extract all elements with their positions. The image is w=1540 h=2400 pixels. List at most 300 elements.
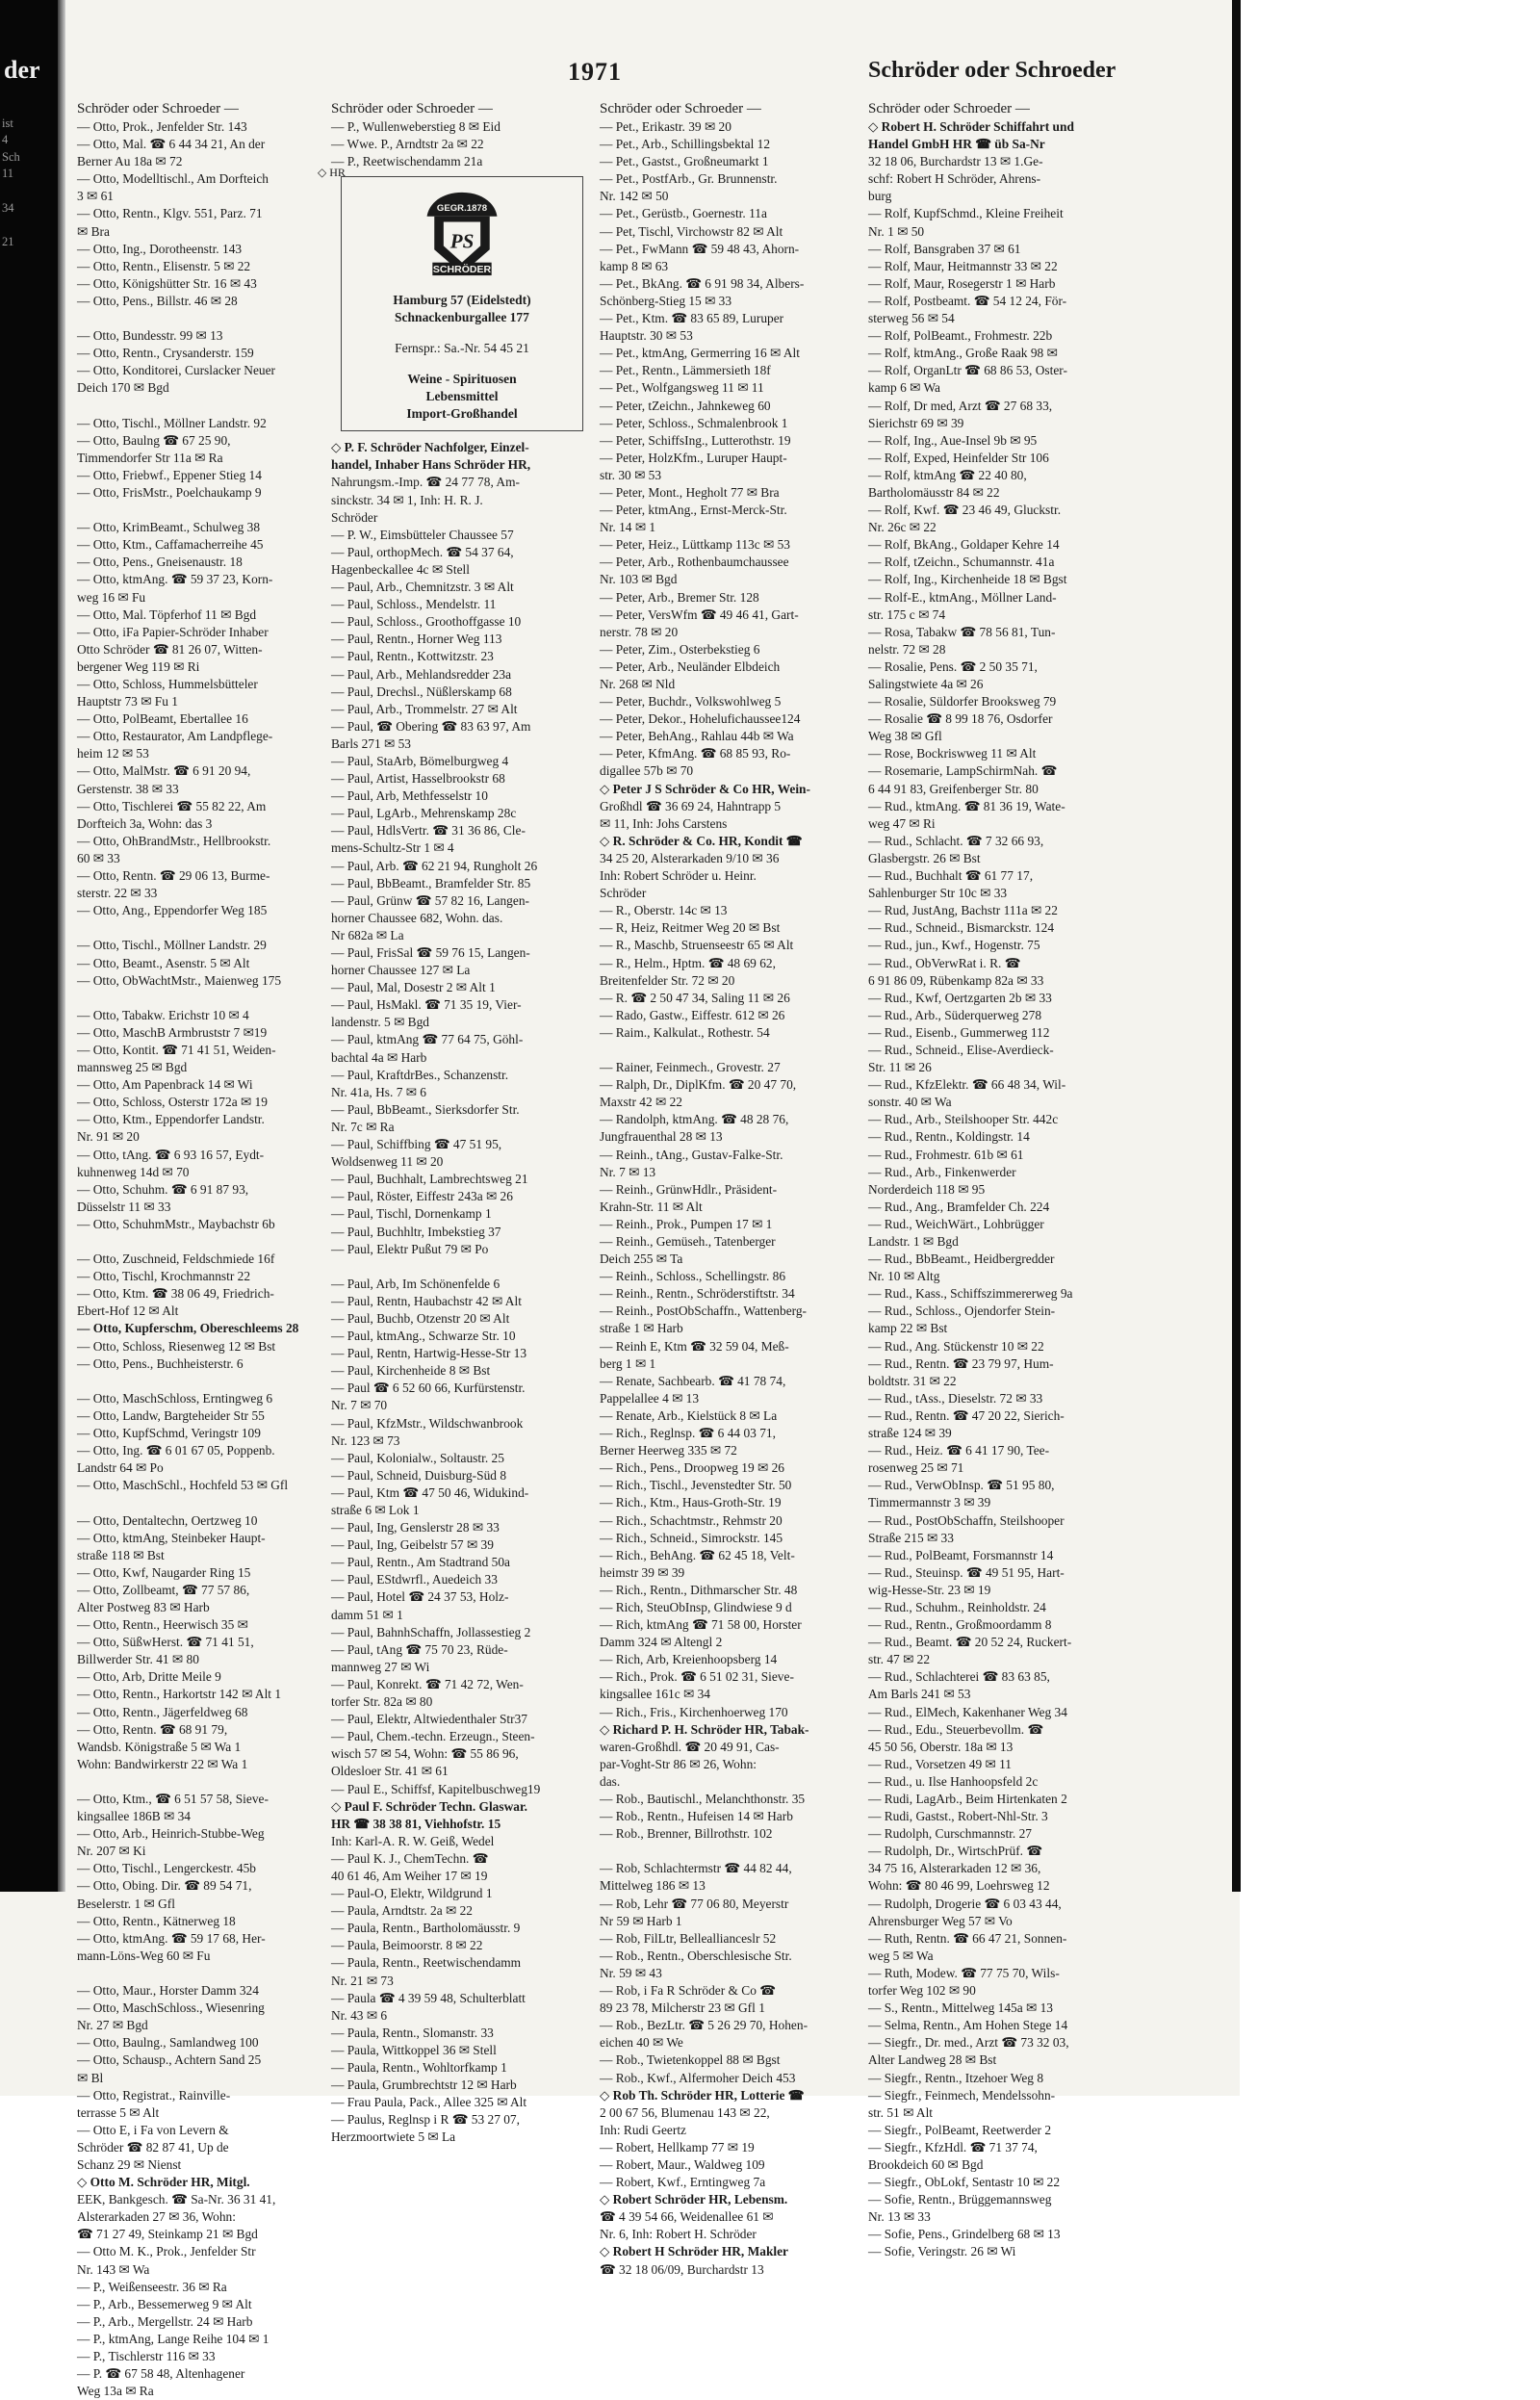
directory-entry: — Otto E, i Fa von Levern &: [77, 2122, 229, 2137]
directory-entry: — Otto, MaschSchloss., Wiesenring: [77, 2000, 265, 2016]
directory-entry: Beselerstr. 1 ✉ Gfl: [77, 1896, 175, 1911]
directory-entry: — Peter, BehAng., Rahlau 44b ✉ Wa: [600, 729, 794, 744]
directory-entry: — Pet., Gastst., Großneumarkt 1: [600, 154, 769, 169]
adjacent-line: 11: [2, 167, 14, 181]
directory-entry: Dorfteich 3a, Wohn: das 3: [77, 815, 213, 831]
directory-entry: schf: Robert H Schröder, Ahrens-: [868, 171, 1041, 187]
directory-entry: — Paul ☎ 6 52 60 66, Kurfürstenstr.: [331, 1381, 526, 1396]
directory-entry: — Paula, Rentn., Slomanstr. 33: [331, 2025, 494, 2040]
directory-entry: — Rolf, Maur, Heitmannstr 33 ✉ 22: [868, 258, 1058, 273]
directory-entry: — Otto, Tischl., Möllner Landstr. 92: [77, 415, 267, 430]
directory-entry: — Otto, MaschSchl., Hochfeld 53 ✉ Gfl: [77, 1478, 289, 1493]
directory-entry: — Rolf-E., ktmAng., Möllner Land-: [868, 589, 1057, 605]
directory-entry: heim 12 ✉ 53: [77, 746, 149, 761]
directory-entry: — Rolf, Ing., Aue-Insel 9b ✉ 95: [868, 432, 1038, 448]
directory-entry: — Rolf, OrganLtr ☎ 68 86 53, Oster-: [868, 363, 1067, 378]
adjacent-line: [2, 1673, 58, 1690]
adjacent-line: [2, 538, 58, 555]
directory-entry: — Paul, Buchhltr, Imbekstieg 37: [331, 1224, 501, 1239]
directory-entry: digallee 57b ✉ 70: [600, 763, 694, 779]
column-header: Schröder oder Schroeder —: [868, 101, 1030, 116]
directory-entry: — Rolf, BkAng., Goldaper Kehre 14: [868, 537, 1060, 553]
adjacent-line: [2, 1200, 58, 1217]
directory-entry: — Paul, Grünw ☎ 57 82 16, Langen-: [331, 892, 529, 908]
adjacent-line: [2, 1826, 58, 1844]
directory-entry: — S., Rentn., Mittelweg 145a ✉ 13: [868, 2000, 1053, 2016]
directory-entry: — Otto, Arb, Dritte Meile 9: [77, 1669, 221, 1685]
directory-entry: weg 5 ✉ Wa: [868, 1948, 934, 1963]
adjacent-line: [2, 1436, 58, 1454]
directory-entry: — Rud., Ang. Stückenstr 10 ✉ 22: [868, 1338, 1044, 1354]
directory-entry: — Paul, tAng ☎ 75 70 23, Rüde-: [331, 1641, 508, 1657]
directory-entry: kingsallee 186B ✉ 34: [77, 1809, 191, 1824]
directory-entry: — Otto, Rentn., Kätnerweg 18: [77, 1913, 236, 1928]
directory-entry: — Otto, Friebwf., Eppener Stieg 14: [77, 467, 262, 482]
directory-entry: — Rolf, KupfSchmd., Kleine Freiheit: [868, 206, 1064, 221]
directory-entry: — Rud., Arb., Steilshooper Str. 442c: [868, 1112, 1059, 1127]
directory-entry: Nr. 7 ✉ 70: [331, 1398, 388, 1413]
directory-entry: — Rolf, Ing., Kirchenheide 18 ✉ Bgst: [868, 572, 1067, 587]
directory-entry: — R, Heiz, Reitmer Weg 20 ✉ Bst: [600, 920, 781, 936]
adjacent-line: [2, 335, 58, 352]
directory-entry: Nr. 103 ✉ Bgd: [600, 572, 678, 587]
directory-entry: — Otto, Baulng., Samlandweg 100: [77, 2035, 259, 2051]
directory-entry: — Rud., Schneid., Bismarckstr. 124: [868, 920, 1055, 936]
directory-entry: [600, 1042, 852, 1059]
directory-entry: Berner Au 18a ✉ 72: [77, 154, 183, 169]
directory-entry: — Rudolph, Curschmannstr. 27: [868, 1826, 1032, 1842]
adjacent-line: [2, 285, 58, 302]
directory-entry: — Paul, Schiffbing ☎ 47 51 95,: [331, 1137, 502, 1152]
directory-entry: Nr. 6, Inh: Robert H. Schröder: [600, 2227, 757, 2242]
directory-entry: — Paul, Artist, Hasselbrookstr 68: [331, 771, 505, 787]
entry-list: [77, 118, 329, 2400]
adjacent-line: [2, 928, 58, 945]
directory-entry: — Otto, KrimBeamt., Schulweg 38: [77, 520, 261, 535]
directory-entry: — Rud., PostObSchaffn, Steilshooper: [868, 1512, 1065, 1528]
directory-entry: Handel GmbH HR ☎ üb Sa-Nr: [868, 137, 1045, 152]
adjacent-line: [2, 1454, 58, 1471]
directory-entry: — Rud., PolBeamt, Forsmannstr 14: [868, 1547, 1054, 1562]
directory-entry: Schröder: [600, 886, 647, 901]
directory-entry: — Paul, EStdwrfl., Auedeich 33: [331, 1572, 498, 1587]
directory-entry: rosenweg 25 ✉ 71: [868, 1460, 964, 1476]
adjacent-line: [2, 386, 58, 403]
directory-entry: — Rud., ObVerwRat i. R. ☎: [868, 955, 1021, 970]
directory-entry: — Otto, Rentn., Crysanderstr. 159: [77, 346, 254, 361]
directory-entry: ◇ Paul F. Schröder Techn. Glaswar.: [331, 1798, 528, 1814]
directory-entry: Großhdl ☎ 36 69 24, Hahntrapp 5: [600, 798, 782, 813]
directory-entry: — Otto, Zollbeamt, ☎ 77 57 86,: [77, 1582, 250, 1597]
directory-entry: — Rud., BbBeamt., Heidbergredder: [868, 1252, 1055, 1267]
directory-entry: — Otto, ktmAng. ☎ 59 37 23, Korn-: [77, 572, 273, 587]
directory-entry: straße 1 ✉ Harb: [600, 1321, 683, 1336]
directory-entry: — Reinh., PostObSchaffn., Wattenberg-: [600, 1303, 808, 1319]
adjacent-line: [2, 589, 58, 606]
directory-entry: — P., Arb., Mergellstr. 24 ✉ Harb: [77, 2313, 253, 2329]
directory-entry: — Pet., Wolfgangsweg 11 ✉ 11: [600, 380, 764, 396]
directory-entry: boldtstr. 31 ✉ 22: [868, 1373, 957, 1388]
directory-entry: — Raim., Kalkulat., Rothestr. 54: [600, 1024, 770, 1040]
adjacent-line: [2, 1809, 58, 1826]
directory-entry: Nr. 59 ✉ 43: [600, 1965, 662, 1980]
entry-list: [868, 118, 1130, 2261]
directory-entry: — Robert, Maur., Waldweg 109: [600, 2156, 765, 2172]
directory-entry: Krahn-Str. 11 ✉ Alt: [600, 1199, 703, 1214]
adjacent-line: 21: [2, 234, 14, 248]
directory-entry: — Rolf, Exped, Heinfelder Str 106: [868, 450, 1049, 465]
directory-entry: ◇ Richard P. H. Schröder HR, Tabak-: [600, 1721, 809, 1737]
directory-entry: Nr. 26c ✉ 22: [868, 520, 937, 535]
directory-entry: — Paul, HsMakl. ☎ 71 35 19, Vier-: [331, 997, 522, 1013]
adjacent-line: [2, 1724, 58, 1742]
directory-entry: — Otto, Tabakw. Erichstr 10 ✉ 4: [77, 1007, 249, 1022]
directory-entry: — Otto M. K., Prok., Jenfelder Str: [77, 2244, 256, 2259]
adjacent-line: [2, 877, 58, 894]
directory-entry: — Otto, Schausp., Achtern Sand 25: [77, 2052, 262, 2068]
directory-entry: — Rolf, Kwf. ☎ 23 46 49, Gluckstr.: [868, 503, 1062, 518]
adjacent-line: [2, 1097, 58, 1115]
directory-entry: Damm 324 ✉ Altengl 2: [600, 1635, 723, 1650]
adjacent-line: 4: [2, 133, 9, 147]
directory-entry: — Rud, JustAng, Bachstr 111a ✉ 22: [868, 903, 1058, 918]
directory-entry: — Rolf, Dr med, Arzt ☎ 27 68 33,: [868, 398, 1053, 413]
ad-phone: Fernspr.: Sa.-Nr. 54 45 21: [395, 341, 529, 356]
directory-entry: — Rob, i Fa R Schröder & Co ☎: [600, 1983, 776, 1999]
directory-entry: — Otto, Schloss, Hummelsbütteler: [77, 677, 258, 691]
directory-entry: — Rud., Ang., Bramfelder Ch. 224: [868, 1199, 1050, 1214]
directory-entry: wisch 57 ✉ 54, Wohn: ☎ 55 86 96,: [331, 1746, 519, 1762]
directory-entry: kamp 22 ✉ Bst: [868, 1321, 948, 1336]
adjacent-line: [2, 1115, 58, 1132]
directory-entry: waren-Großhdl. ☎ 20 49 91, Cas-: [600, 1739, 780, 1754]
directory-entry: — Renate, Arb., Kielstück 8 ✉ La: [600, 1407, 778, 1423]
directory-entry: weg 16 ✉ Fu: [77, 589, 146, 605]
directory-entry: Nahrungsm.-Imp. ☎ 24 77 78, Am-: [331, 475, 520, 490]
directory-entry: 60 ✉ 33: [77, 850, 120, 865]
directory-entry: — Rob., Rentn., Hufeisen 14 ✉ Harb: [600, 1809, 793, 1824]
directory-entry: — Rud., Eisenb., Gummerweg 112: [868, 1024, 1050, 1040]
directory-entry: — Otto, Registrat., Rainville-: [77, 2087, 231, 2103]
directory-entry: sinckstr. 34 ✉ 1, Inh: H. R. J.: [331, 492, 483, 507]
adjacent-page-header: der: [4, 56, 40, 84]
directory-entry: — Rud., VerwObInsp. ☎ 51 95 80,: [868, 1478, 1055, 1493]
directory-entry: — P., Arb., Bessemerweg 9 ✉ Alt: [77, 2296, 252, 2311]
directory-entry: — Otto, Pens., Billstr. 46 ✉ 28: [77, 293, 238, 308]
directory-entry: terrasse 5 ✉ Alt: [77, 2104, 160, 2120]
adjacent-page-lines: [2, 98, 58, 1876]
directory-entry: — Rich., Tischl., Jevenstedter Str. 50: [600, 1478, 792, 1493]
directory-entry: — Rolf, Maur, Rosegerstr 1 ✉ Harb: [868, 275, 1056, 291]
directory-entry: torfer Str. 82a ✉ 80: [331, 1694, 433, 1710]
directory-entry: — Selma, Rentn., Am Hohen Stege 14: [868, 2018, 1068, 2033]
directory-entry: — Peter, Heiz., Lüttkamp 113c ✉ 53: [600, 537, 790, 553]
directory-entry: straße 124 ✉ 39: [868, 1426, 952, 1441]
directory-entry: — Rich., Schachtmstr., Rehmstr 20: [600, 1512, 783, 1528]
directory-entry: ☎ 4 39 54 66, Weidenallee 61 ✉: [600, 2209, 774, 2225]
entry-list-top: [331, 118, 583, 170]
directory-entry: — Otto, Maur., Horster Damm 324: [77, 1983, 259, 1999]
directory-entry: — Paul, KraftdrBes., Schanzenstr.: [331, 1067, 509, 1082]
directory-entry: — Paul, Rentn, Haubachstr 42 ✉ Alt: [331, 1293, 522, 1308]
adjacent-line: [2, 1301, 58, 1318]
directory-entry: — Paula, Beimoorstr. 8 ✉ 22: [331, 1938, 483, 1953]
directory-entry: — R. ☎ 2 50 47 34, Saling 11 ✉ 26: [600, 990, 790, 1005]
adjacent-line: 34: [2, 200, 14, 215]
directory-entry: — Rosalie ☎ 8 99 18 76, Osdorfer: [868, 711, 1053, 727]
directory-entry: Nr. 7c ✉ Ra: [331, 1119, 395, 1134]
directory-entry: — Rich., Rentn., Dithmarscher Str. 48: [600, 1582, 798, 1597]
advertisement: [341, 176, 583, 431]
adjacent-line: [2, 1148, 58, 1166]
adjacent-line: [2, 1352, 58, 1369]
adjacent-line: [2, 1080, 58, 1097]
adjacent-line: [2, 1233, 58, 1251]
directory-entry: torfer Weg 102 ✉ 90: [868, 1983, 976, 1999]
directory-entry: Nr. 1 ✉ 50: [868, 223, 925, 239]
adjacent-line: [2, 1250, 58, 1267]
directory-entry: — Rich, Arb, Kreienhoopsberg 14: [600, 1652, 778, 1667]
directory-entry: — Rob., BezLtr. ☎ 5 26 29 70, Hohen-: [600, 2018, 808, 2033]
directory-entry: — Peter, Arb., Bremer Str. 128: [600, 589, 759, 605]
adjacent-line: ist: [2, 116, 13, 130]
directory-entry: — Paul-O, Elektr, Wildgrund 1: [331, 1886, 493, 1901]
directory-entry: — Otto, Schuhm. ☎ 6 91 87 93,: [77, 1181, 249, 1197]
directory-entry: — Peter, ktmAng., Ernst-Merck-Str.: [600, 503, 787, 518]
directory-entry: — Otto, ktmAng, Steinbeker Haupt-: [77, 1530, 266, 1545]
directory-entry: — Rud., Schuhm., Reinholdstr. 24: [868, 1599, 1046, 1614]
hr-marker: ◇ HR: [318, 166, 346, 179]
directory-entry: — Pet., Erikastr. 39 ✉ 20: [600, 119, 732, 134]
adjacent-line: [2, 1537, 58, 1555]
ad-line-2: Lebensmittel: [425, 389, 499, 404]
directory-entry: kamp 6 ✉ Wa: [868, 380, 940, 396]
directory-entry: Str. 11 ✉ 26: [868, 1060, 932, 1075]
directory-entry: Alter Landweg 28 ✉ Bst: [868, 2052, 997, 2068]
directory-entry: — Otto, Am Papenbrack 14 ✉ Wi: [77, 1077, 253, 1093]
column-header: Schröder oder Schroeder —: [77, 101, 239, 116]
directory-entry: Wohn: ☎ 80 46 99, Loehrsweg 12: [868, 1878, 1050, 1894]
adjacent-line: [2, 674, 58, 691]
directory-entry: — Paula, Wittkoppel 36 ✉ Stell: [331, 2042, 497, 2057]
directory-entry: — Rudi, Gastst., Robert-Nhl-Str. 3: [868, 1809, 1048, 1824]
directory-entry: — Paul, Rentn., Horner Weg 113: [331, 632, 502, 647]
adjacent-line: [2, 301, 58, 319]
directory-entry: 6 91 86 09, Rübenkamp 82a ✉ 33: [868, 972, 1044, 988]
directory-entry: — Paul, FrisSal ☎ 59 76 15, Langen-: [331, 945, 530, 960]
directory-entry: — Paul E., Schiffsf, Kapitelbuschweg19: [331, 1781, 541, 1796]
directory-entry: — Otto, Mal. Töpferhof 11 ✉ Bgd: [77, 606, 257, 622]
adjacent-line: [2, 1318, 58, 1335]
directory-entry: Nr. 21 ✉ 73: [331, 1973, 394, 1988]
adjacent-line: [2, 1334, 58, 1352]
ad-line-3: Import-Großhandel: [406, 406, 518, 422]
directory-entry: — Pet., Ktm. ☎ 83 65 89, Luruper: [600, 311, 784, 326]
directory-entry: — Rud., tAss., Dieselstr. 72 ✉ 33: [868, 1390, 1043, 1406]
directory-entry: — Siegfr., Rentn., Itzehoer Weg 8: [868, 2070, 1044, 2085]
directory-entry: — Otto, Prok., Jenfelder Str. 143: [77, 119, 247, 134]
ad-address-2: Schnackenburgallee 177: [395, 310, 529, 325]
directory-entry: Alsterarkaden 27 ✉ 36, Wohn:: [77, 2209, 236, 2225]
directory-entry: Jungfrauenthal 28 ✉ 13: [600, 1129, 723, 1145]
directory-entry: ✉ Bl: [77, 2070, 104, 2085]
company-logo-icon: [416, 189, 508, 277]
directory-entry: [600, 1843, 852, 1860]
directory-entry: — Paul, BbBeamt., Sierksdorfer Str.: [331, 1101, 520, 1117]
adjacent-line: [2, 1267, 58, 1284]
adjacent-line: [2, 1369, 58, 1386]
directory-entry: — P., Weißenseestr. 36 ✉ Ra: [77, 2279, 227, 2294]
directory-entry: Hauptstr. 30 ✉ 53: [600, 328, 693, 344]
logo-initials: PS: [449, 229, 475, 253]
directory-entry: — Rud., WeichWärt., Lohbrügger: [868, 1216, 1044, 1231]
directory-entry: — Peter, HolzKfm., Luruper Haupt-: [600, 450, 787, 465]
directory-entry: 6 44 91 83, Greifenberger Str. 80: [868, 781, 1039, 796]
directory-entry: Nr. 27 ✉ Bgd: [77, 2018, 148, 2033]
directory-entry: — Rainer, Feinmech., Grovestr. 27: [600, 1060, 781, 1075]
adjacent-line: [2, 250, 58, 268]
directory-entry: [77, 310, 329, 327]
directory-entry: — Rud., Steuinsp. ☎ 49 51 95, Hart-: [868, 1564, 1065, 1580]
directory-entry: — Otto, Ktm., Eppendorfer Landstr.: [77, 1112, 265, 1127]
directory-entry: — Reinh., GrünwHdlr., Präsident-: [600, 1181, 778, 1197]
adjacent-line: [2, 658, 58, 675]
directory-entry: — Otto, Restaurator, Am Landpflege-: [77, 729, 273, 744]
directory-entry: — Peter, Arb., Rothenbaumchaussee: [600, 555, 789, 570]
directory-entry: Brookdeich 60 ✉ Bgd: [868, 2156, 984, 2172]
directory-entry: damm 51 ✉ 1: [331, 1607, 403, 1622]
directory-entry: eichen 40 ✉ We: [600, 2035, 683, 2051]
directory-entry: — P. ☎ 67 58 48, Altenhagener: [77, 2366, 245, 2382]
directory-entry: — Peter, Buchdr., Volkswohlweg 5: [600, 694, 782, 710]
directory-entry: 2 00 67 56, Blumenau 143 ✉ 22,: [600, 2104, 770, 2120]
directory-entry: — Otto, ktmAng. ☎ 59 17 68, Her-: [77, 1930, 266, 1946]
directory-entry: berg 1 ✉ 1: [600, 1355, 656, 1371]
directory-entry: — Otto, iFa Papier-Schröder Inhaber: [77, 624, 269, 639]
directory-entry: — Pet., ktmAng, Germerring 16 ✉ Alt: [600, 346, 800, 361]
directory-entry: — Reinh., tAng., Gustav-Falke-Str.: [600, 1147, 783, 1162]
directory-entry: [77, 1373, 329, 1390]
directory-entry: — Peter, KfmAng. ☎ 68 85 93, Ro-: [600, 746, 791, 761]
adjacent-line: [2, 522, 58, 539]
directory-entry: — Rud., Kwf, Oertzgarten 2b ✉ 33: [868, 990, 1052, 1005]
column-4: [868, 100, 1130, 2259]
directory-entry: — Pet., PostfArb., Gr. Brunnenstr.: [600, 171, 778, 187]
directory-entry: — Rosemarie, LampSchirmNah. ☎: [868, 763, 1058, 779]
directory-entry: Sierichstr 69 ✉ 39: [868, 415, 964, 430]
directory-entry: — Rich, ktmAng ☎ 71 58 00, Horster: [600, 1617, 802, 1633]
directory-entry: straße 6 ✉ Lok 1: [331, 1503, 420, 1517]
directory-entry: [77, 398, 329, 415]
directory-entry: — Rado, Gastw., Eiffestr. 612 ✉ 26: [600, 1007, 785, 1022]
directory-entry: — Rich., Prok. ☎ 6 51 02 31, Sieve-: [600, 1669, 794, 1685]
directory-entry: — Reinh., Rentn., Schröderstiftstr. 34: [600, 1286, 795, 1302]
ad-line-1: Weine - Spirituosen: [407, 372, 517, 387]
directory-entry: — Otto, Baulng ☎ 67 25 90,: [77, 432, 231, 448]
directory-entry: Nr. 142 ✉ 50: [600, 189, 669, 204]
directory-entry: — Rud., KfzElektr. ☎ 66 48 34, Wil-: [868, 1077, 1066, 1093]
adjacent-line: [2, 1504, 58, 1521]
adjacent-line: [2, 1622, 58, 1639]
directory-entry: — Randolph, ktmAng. ☎ 48 28 76,: [600, 1112, 789, 1127]
directory-entry: — Otto, Rentn., Jägerfeldweg 68: [77, 1704, 248, 1719]
directory-entry: mannsweg 25 ✉ Bgd: [77, 1060, 188, 1075]
directory-entry: — Rud., Edu., Steuerbevollm. ☎: [868, 1721, 1044, 1737]
directory-entry: 89 23 78, Milcherstr 23 ✉ Gfl 1: [600, 2000, 765, 2016]
adjacent-line: [2, 1216, 58, 1233]
directory-entry: das.: [600, 1773, 621, 1789]
adjacent-line: [2, 810, 58, 827]
directory-entry: — Rob., Brenner, Billrothstr. 102: [600, 1826, 773, 1842]
directory-entry: mannweg 27 ✉ Wi: [331, 1659, 430, 1674]
adjacent-line: [2, 504, 58, 522]
directory-entry: — Otto, Kwf, Naugarder Ring 15: [77, 1564, 251, 1580]
adjacent-line: [2, 1775, 58, 1793]
adjacent-line: [2, 453, 58, 471]
directory-entry: Nr. 91 ✉ 20: [77, 1129, 140, 1145]
directory-entry: — Paul, Schloss., Groothoffgasse 10: [331, 614, 522, 630]
directory-entry: — Otto, SchuhmMstr., Maybachstr 6b: [77, 1216, 275, 1231]
directory-entry: par-Voght-Str 86 ✉ 26, Wohn:: [600, 1756, 757, 1771]
directory-entry: Nr. 10 ✉ Altg: [868, 1269, 940, 1284]
directory-entry: 32 18 06, Burchardstr 13 ✉ 1.Ge-: [868, 154, 1043, 169]
directory-entry: [77, 1773, 329, 1791]
directory-entry: — Otto, Rentn., Harkortstr 142 ✉ Alt 1: [77, 1687, 282, 1702]
directory-entry: [77, 1965, 329, 1982]
adjacent-line: [2, 471, 58, 488]
directory-entry: Nr 682a ✉ La: [331, 927, 404, 942]
directory-entry: straße 118 ✉ Bst: [77, 1547, 165, 1562]
directory-entry: — Rud., Kass., Schiffszimmererweg 9a: [868, 1286, 1073, 1302]
directory-entry: — Otto, Schloss, Riesenweg 12 ✉ Bst: [77, 1338, 276, 1354]
adjacent-line: [2, 1521, 58, 1538]
directory-entry: — P. W., Eimsbütteler Chaussee 57: [331, 527, 514, 542]
directory-entry: — Reinh., Prok., Pumpen 17 ✉ 1: [600, 1216, 773, 1231]
directory-entry: — Otto, Rentn., Heerwisch 35 ✉: [77, 1617, 248, 1633]
directory-entry: — Rolf, tZeichn., Schumannstr. 41a: [868, 555, 1055, 570]
directory-entry: — Otto, Rentn. ☎ 68 91 79,: [77, 1721, 228, 1737]
directory-entry: Otto Schröder ☎ 81 26 07, Witten-: [77, 641, 263, 657]
directory-entry: — Rob, Schlachtermstr ☎ 44 82 44,: [600, 1861, 792, 1876]
directory-entry: — Ruth, Modew. ☎ 77 75 70, Wils-: [868, 1965, 1060, 1980]
directory-entry: mens-Schultz-Str 1 ✉ 4: [331, 840, 454, 856]
ad-address-1: Hamburg 57 (Eidelstedt): [393, 293, 531, 308]
directory-entry: — Rud., Buchhalt ☎ 61 77 17,: [868, 868, 1034, 884]
directory-entry: Am Barls 241 ✉ 53: [868, 1687, 971, 1702]
adjacent-line: [2, 319, 58, 336]
adjacent-line: [2, 573, 58, 590]
directory-entry: Salingstwiete 4a ✉ 26: [868, 677, 984, 691]
directory-entry: — Rob., Bautischl., Melanchthonstr. 35: [600, 1792, 806, 1806]
directory-entry: kingsallee 161c ✉ 34: [600, 1687, 710, 1702]
adjacent-line: [2, 98, 58, 116]
directory-entry: — Rob, FilLtr, Belleallianceslr 52: [600, 1930, 777, 1946]
adjacent-line: [2, 1284, 58, 1302]
directory-entry: — Rolf, ktmAng., Große Raak 98 ✉: [868, 346, 1058, 361]
directory-entry: Timmendorfer Str 11a ✉ Ra: [77, 450, 223, 465]
directory-entry: Nr. 14 ✉ 1: [600, 520, 656, 535]
column-2: [331, 100, 583, 2145]
directory-entry: [77, 990, 329, 1007]
directory-entry: 40 61 46, Am Weiher 17 ✉ 19: [331, 1868, 488, 1883]
directory-entry: Nr. 143 ✉ Wa: [77, 2261, 150, 2277]
adjacent-line: [2, 606, 58, 624]
directory-entry: — Paula, Rentn., Bartholomäusstr. 9: [331, 1921, 521, 1936]
directory-entry: — Otto, MalMstr. ☎ 6 91 20 94,: [77, 763, 251, 779]
directory-entry: — Otto, Pens., Gneisenaustr. 18: [77, 555, 243, 570]
directory-entry: — Paul, ktmAng., Schwarze Str. 10: [331, 1329, 516, 1344]
directory-entry: — Paul, Drechsl., Nüßlerskamp 68: [331, 684, 512, 699]
